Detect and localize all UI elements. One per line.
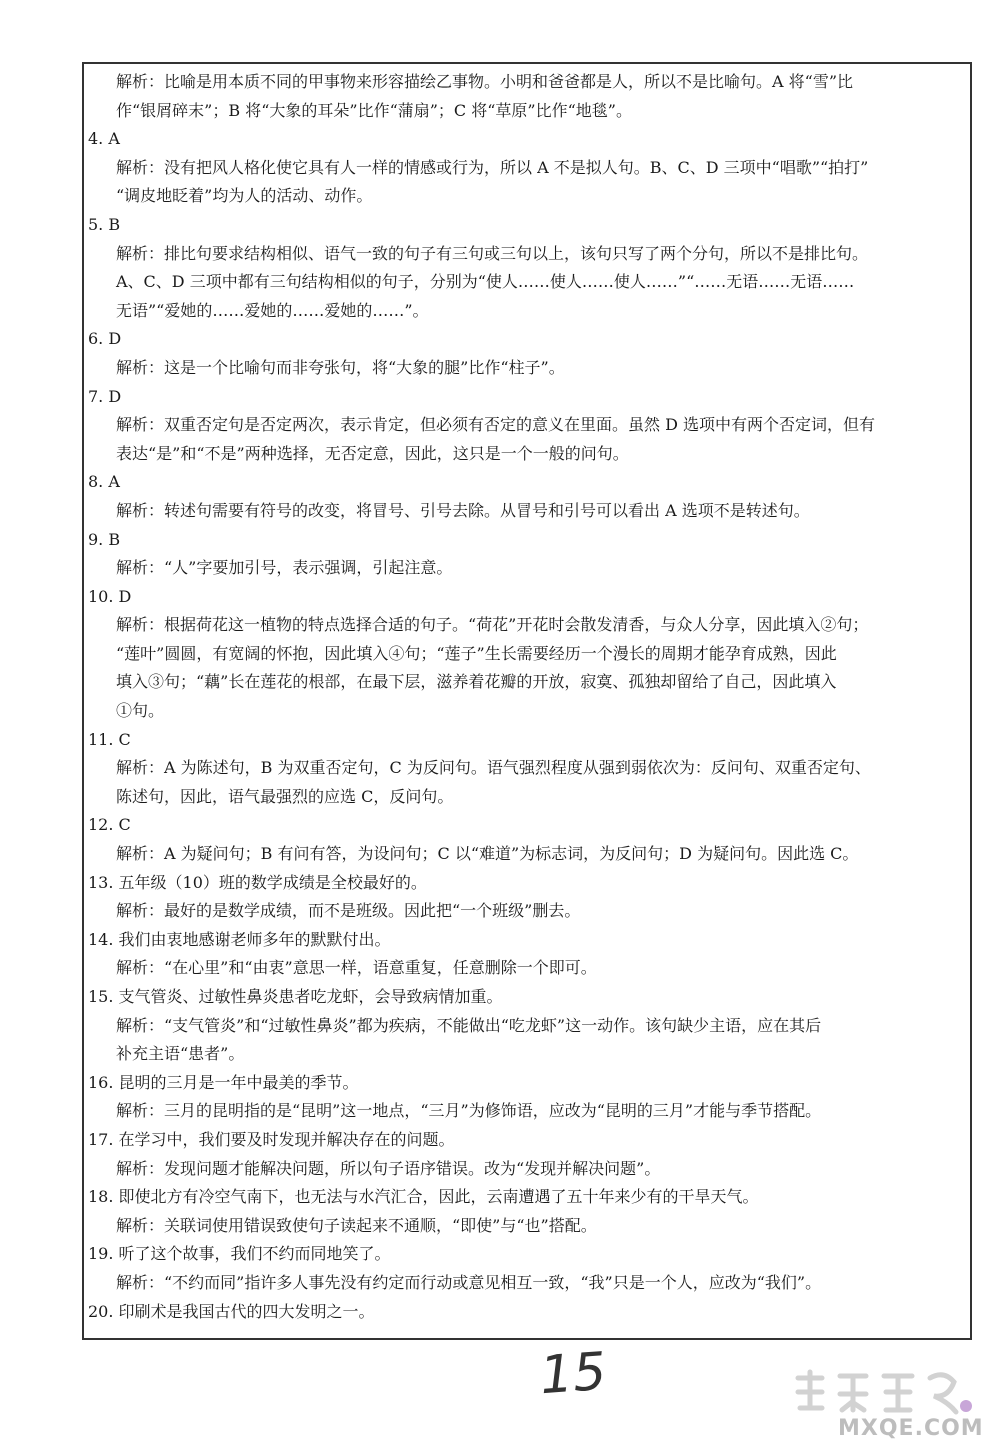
answer-logo-icon — [790, 1368, 980, 1416]
answer-item: 12. C — [88, 815, 131, 835]
answer-item: 16. 昆明的三月是一年中最美的季节。 — [88, 1072, 359, 1092]
explanation-line: 表达“是”和“不是”两种选择，无否定意，因此，这只是一个一般的问句。 — [116, 443, 629, 463]
answer-item: 14. 我们由衷地感谢老师多年的默默付出。 — [88, 929, 391, 949]
explanation-line: 解析：没有把风人格化使它具有人一样的情感或行为，所以 A 不是拟人句。B、C、D 三项中“唱歌”“拍打” — [116, 157, 869, 177]
watermark — [790, 1368, 984, 1444]
explanation-line: 无语”“爱她的……爱她的……爱她的……”。 — [116, 300, 429, 320]
explanation-line: 解析：三月的昆明指的是“昆明”这一地点，“三月”为修饰语，应改为“昆明的三月”才能与季节搭配。 — [116, 1101, 822, 1121]
explanation-line: 解析：“不约而同”指许多人事先没有约定而行动或意见相互一致，“我”只是一个人，应改为“我们”。 — [116, 1272, 822, 1292]
explanation-line: “调皮地眨着”均为人的活动、动作。 — [116, 186, 373, 206]
explanation-line: 陈述句，因此，语气最强烈的应选 C，反问句。 — [116, 786, 454, 806]
explanation-line: 解析：转述句需要有符号的改变，将冒号、引号去除。从冒号和引号可以看出 A 选项不是转述句。 — [116, 500, 810, 520]
explanation-line: “莲叶”圆圆，有宽阔的怀抱，因此填入④句；“莲子”生长需要经历一个漫长的周期才能孕育成熟，因此 — [116, 643, 837, 663]
explanation-line: ①句。 — [116, 701, 165, 721]
explanation-line: 解析：双重否定句是否定两次，表示肯定，但必须有否定的意义在里面。虽然 D 选项中有两个否定词，但有 — [116, 415, 876, 435]
answer-item: 5. B — [88, 214, 121, 234]
explanation-line: 解析：这是一个比喻句而非夸张句，将“大象的腿”比作“柱子”。 — [116, 357, 565, 377]
answer-item: 13. 五年级（10）班的数学成绩是全校最好的。 — [88, 872, 427, 892]
page-number: 15 — [537, 1341, 609, 1407]
answer-item: 15. 支气管炎、过敏性鼻炎患者吃龙虾，会导致病情加重。 — [88, 987, 503, 1006]
answer-item: 9. B — [88, 529, 121, 549]
answer-content — [88, 68, 968, 1326]
explanation-line: 解析：最好的是数学成绩，而不是班级。因此把“一个班级”删去。 — [116, 901, 581, 921]
explanation-line: 解析：“支气管炎”和“过敏性鼻炎”都为疾病，不能做出“吃龙虾”这一动作。该句缺少主语，应在其后 — [116, 1015, 822, 1035]
explanation-line: 解析：关联词使用错误致使句子读起来不通顺，“即使”与“也”搭配。 — [116, 1215, 597, 1235]
answer-item: 8. A — [88, 472, 120, 492]
explanation-line: 解析：发现问题才能解决问题，所以句子语序错误。改为“发现并解决问题”。 — [116, 1158, 661, 1178]
explanation-line: 解析：“在心里”和“由衷”意思一样，语意重复，任意删除一个即可。 — [116, 958, 597, 978]
answer-item: 18. 即使北方有冷空气南下，也无法与水汽汇合，因此，云南遭遇了五十年来少有的干旱天气。 — [88, 1187, 759, 1207]
answer-item: 19. 听了这个故事，我们不约而同地笑了。 — [88, 1244, 391, 1264]
answer-item: 10. D — [88, 586, 132, 606]
explanation-line: 填入③句；“藕”长在莲花的根部，在最下层，滋养着花瓣的开放，寂寞、孤独却留给了自己，因此填入 — [116, 672, 837, 692]
explanation-line: 补充主语“患者”。 — [116, 1044, 245, 1064]
explanation-line: A、C、D 三项中都有三句结构相似的句子，分别为“使人……使人……使人……”“……无语……无语…… — [116, 272, 855, 292]
explanation-line: 解析：排比句要求结构相似、语气一致的句子有三句或三句以上，该句只写了两个分句，所以不是排比句。 — [116, 243, 869, 263]
answer-item: 11. C — [88, 729, 131, 749]
explanation-line: 解析：A 为疑问句；B 有问有答，为设问句；C 以“难道”为标志词，为反问句；D 为疑问句。因此选 C。 — [116, 844, 859, 864]
answer-item: 4. A — [88, 129, 120, 149]
explanation-line: 解析：比喻是用本质不同的甲事物来形容描绘乙事物。小明和爸爸都是人，所以不是比喻句。A 将“雪”比 — [116, 72, 854, 91]
explanation-line: 解析：A 为陈述句，B 为双重否定句，C 为反问句。语气强烈程度从强到弱依次为：反问句、双重否定句、 — [116, 758, 871, 778]
answer-item: 6. D — [88, 329, 122, 349]
answer-item: 20. 印刷术是我国古代的四大发明之一。 — [88, 1301, 375, 1321]
watermark-url: MXQE.COM — [838, 1416, 984, 1441]
explanation-line: 解析：“人”字要加引号，表示强调，引起注意。 — [116, 558, 453, 578]
answer-item: 17. 在学习中，我们要及时发现并解决存在的问题。 — [88, 1129, 455, 1149]
explanation-line: 解析：根据荷花这一植物的特点选择合适的句子。“荷花”开花时会散发清香，与众人分享，因此填入②句； — [116, 615, 869, 635]
explanation-line: 作“银屑碎末”；B 将“大象的耳朵”比作“蒲扇”；C 将“草原”比作“地毯”。 — [116, 100, 632, 120]
answer-item: 7. D — [88, 386, 122, 406]
